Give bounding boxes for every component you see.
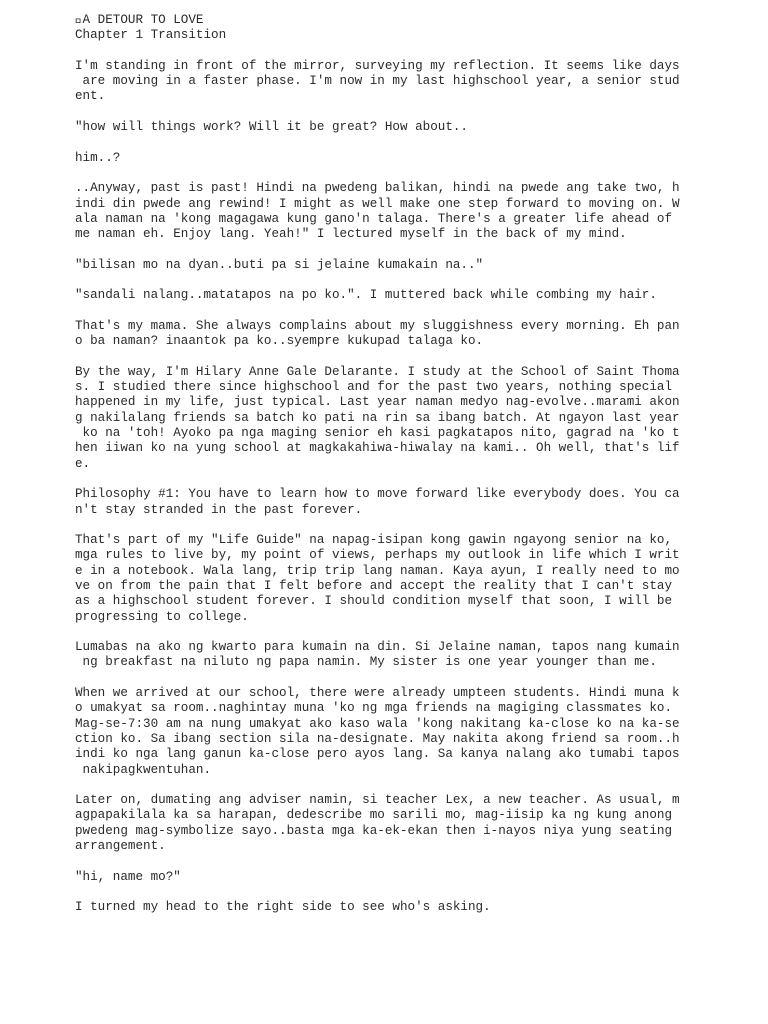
text-line: o ba naman? inaantok pa ko..syempre kukupad talaga ko. <box>75 334 484 349</box>
text-line: indi ko nga lang ganun ka-close pero ayos lang. Sa kanya nalang ako tumabi tapos <box>75 747 680 762</box>
text-line: Lumabas na ako ng kwarto para kumain na din. Si Jelaine naman, tapos nang kumain <box>75 640 680 655</box>
paragraph <box>75 870 695 885</box>
text-line: Philosophy #1: You have to learn how to move forward like everybody does. You ca <box>75 487 680 502</box>
paragraph <box>75 59 695 105</box>
text-line: Later on, dumating ang adviser namin, si teacher Lex, a new teacher. As usual, m <box>75 793 680 808</box>
text-line: ction ko. Sa ibang section sila na-designate. May nakita akong friend sa room..h <box>75 731 680 746</box>
text-line: ..Anyway, past is past! Hindi na pwedeng balikan, hindi na pwede ang take two, h <box>75 181 680 196</box>
text-line: pwedeng mag-symbolize sayo..basta mga ka-ek-ekan then i-nayos niya yung seating <box>75 823 673 838</box>
text-line: ko na 'toh! Ayoko pa nga maging senior eh kasi pagkatapos nito, gagrad na 'ko t <box>75 426 680 441</box>
text-line: I turned my head to the right side to see who's asking. <box>75 900 491 915</box>
text-line: n't stay stranded in the past forever. <box>75 502 363 517</box>
text-line: That's my mama. She always complains about my sluggishness every morning. Eh pan <box>75 318 680 333</box>
text-line: "hi, name mo?" <box>75 869 181 884</box>
paragraph <box>75 258 695 273</box>
text-line: ent. <box>75 89 106 104</box>
text-line: arrangement. <box>75 839 166 854</box>
story-title: A DETOUR TO LOVE <box>75 13 204 27</box>
paragraph <box>75 487 695 518</box>
text-line: "how will things work? Will it be great? How about.. <box>75 120 468 135</box>
text-line: e in a notebook. Wala lang, trip trip lang naman. Kaya ayun, I really need to mo <box>75 563 680 578</box>
paragraph <box>75 900 695 915</box>
text-line: mga rules to live by, my point of views, perhaps my outlook in life which I writ <box>75 548 680 563</box>
text-line: hen iiwan ko na yung school at magkakahiwa-hiwalay na kami.. Oh well, that's lif <box>75 441 680 456</box>
text-line: g nakilalang friends sa batch ko pati na rin sa ibang batch. At ngayon last year <box>75 410 680 425</box>
text-line: Mag-se-7:30 am na nung umakyat ako kaso wala 'kong nakitang ka-close ko na ka-se <box>75 716 680 731</box>
text-line: me naman eh. Enjoy lang. Yeah!" I lectured myself in the back of my mind. <box>75 227 627 242</box>
paragraph <box>75 365 695 472</box>
text-line: progressing to college. <box>75 609 249 624</box>
paragraph <box>75 533 695 625</box>
paragraph <box>75 120 695 135</box>
text-line: ala naman na 'kong magagawa kung gano'n talaga. There's a greater life ahead of <box>75 211 673 226</box>
text-line: nakipagkwentuhan. <box>75 762 212 777</box>
text-line: I'm standing in front of the mirror, surveying my reflection. It seems like days <box>75 58 680 73</box>
paragraph <box>75 319 695 350</box>
text-line: o umakyat sa room..naghintay muna 'ko ng mga friends na magiging classmates ko. <box>75 701 673 716</box>
text-line: him..? <box>75 150 121 165</box>
paragraph <box>75 640 695 671</box>
text-line: are moving in a faster phase. I'm now in my last highschool year, a senior stud <box>75 74 680 89</box>
paragraph <box>75 288 695 303</box>
text-line: By the way, I'm Hilary Anne Gale Delarante. I study at the School of Saint Thoma <box>75 364 680 379</box>
document-page <box>75 13 695 931</box>
text-line: "bilisan mo na dyan..buti pa si jelaine kumakain na.." <box>75 257 484 272</box>
text-line: When we arrived at our school, there were already umpteen students. Hindi muna k <box>75 686 680 701</box>
story-body <box>75 59 695 916</box>
chapter-heading: Chapter 1 Transition <box>75 28 227 43</box>
text-line: s. I studied there since highschool and for the past two years, nothing special <box>75 380 673 395</box>
text-line: e. <box>75 456 91 471</box>
text-line: ng breakfast na niluto ng papa namin. My sister is one year younger than me. <box>75 655 657 670</box>
text-line: happened in my life, just typical. Last year naman medyo nag-evolve..marami akon <box>75 395 680 410</box>
text-line: as a highschool student forever. I should condition myself that soon, I will be <box>75 594 673 609</box>
paragraph <box>75 793 695 854</box>
text-line: "sandali nalang..matatapos na po ko.". I muttered back while combing my hair. <box>75 288 657 303</box>
text-line: That's part of my "Life Guide" na napag-isipan kong gawin ngayong senior na ko, <box>75 533 673 548</box>
paragraph <box>75 181 695 242</box>
text-line: ve on from the pain that I felt before and accept the reality that I can't stay <box>75 578 673 593</box>
document-header <box>75 13 695 44</box>
text-line: indi din pwede ang rewind! I might as well make one step forward to moving on. W <box>75 196 680 211</box>
text-line: agpapakilala ka sa harapan, dedescribe mo sarili mo, mag-iisip ka ng kung anong <box>75 808 673 823</box>
paragraph <box>75 686 695 778</box>
paragraph <box>75 151 695 166</box>
